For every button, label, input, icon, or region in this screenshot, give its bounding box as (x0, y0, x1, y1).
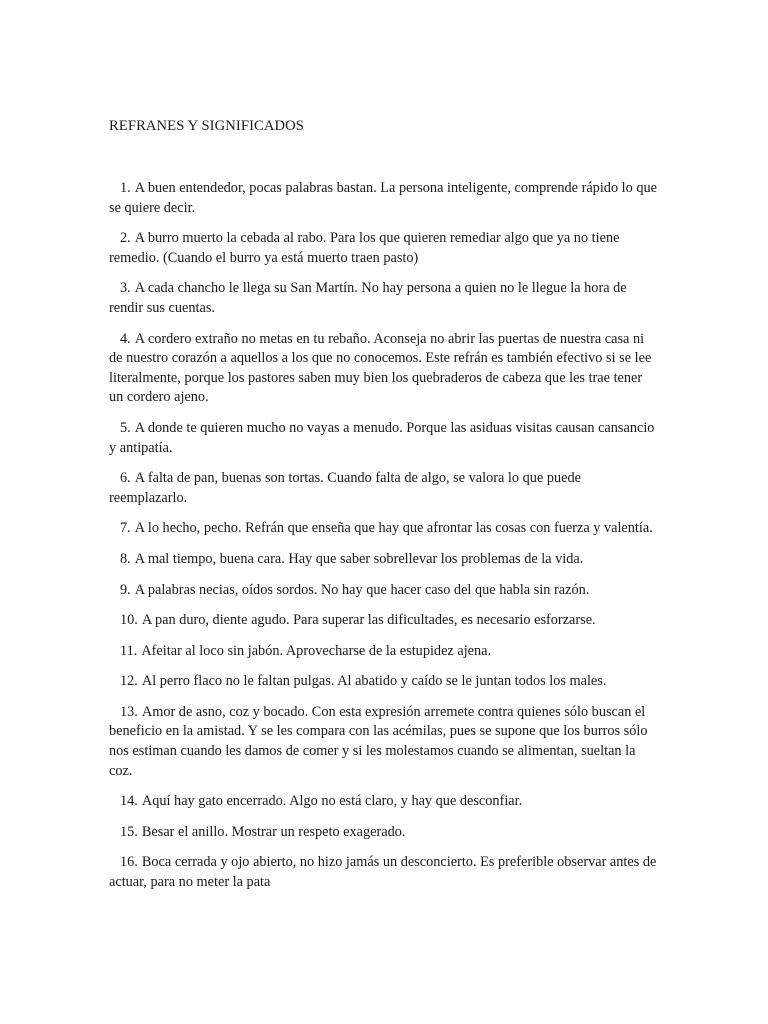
list-item (109, 179, 657, 218)
item-number: 16. (120, 854, 138, 871)
item-number: 5. (120, 419, 131, 436)
item-text: A cada chancho le llega su San Martín. No hay persona a quien no le llegue la hora de rendir sus cuentas. (109, 280, 627, 316)
item-text: Al perro flaco no le faltan pulgas. Al abatido y caído se le juntan todos los males. (141, 673, 607, 690)
item-text: Amor de asno, coz y bocado. Con esta expresión arremete contra quienes sólo buscan el beneficio en la amistad. Y se les compara con las acémilas, pues se supone que los burros sólo nos estiman cuando les damos de comer y si les molestamos cuando se alimentan, sueltan la coz. (109, 703, 648, 779)
item-number: 7. (120, 520, 131, 537)
item-text: Aquí hay gato encerrado. Algo no está claro, y hay que desconfiar. (141, 793, 523, 810)
item-number: 13. (120, 703, 138, 720)
item-number: 9. (120, 581, 131, 598)
list-item (109, 330, 657, 408)
list-item (109, 853, 657, 892)
document-title: REFRANES Y SIGNIFICADOS (109, 118, 305, 134)
list-item (109, 419, 657, 458)
list-item (109, 703, 657, 781)
item-text: A buen entendedor, pocas palabras bastan. La persona inteligente, comprende rápido lo que se quiere decir. (109, 180, 658, 216)
item-text: A cordero extraño no metas en tu rebaño. Aconseja no abrir las puertas de nuestra casa ni de nuestro corazón a aquellos a los que no conocemos. Este refrán es también efectivo si se lee literalmente, porque los pastores saben muy bien los quebraderos de cabeza que les trae tener un cordero ajeno. (109, 330, 652, 406)
item-number: 8. (120, 550, 131, 567)
item-number: 12. (120, 673, 138, 690)
refranes-list (109, 179, 657, 904)
item-number: 6. (120, 470, 131, 487)
item-number: 2. (120, 230, 131, 247)
item-number: 10. (120, 612, 138, 629)
item-text: A falta de pan, buenas son tortas. Cuando falta de algo, se valora lo que puede reemplazarlo. (109, 470, 581, 506)
list-item (109, 792, 657, 812)
item-number: 1. (120, 180, 131, 196)
item-text: Besar el anillo. Mostrar un respeto exagerado. (141, 823, 406, 840)
list-item (109, 823, 657, 843)
item-text: A mal tiempo, buena cara. Hay que saber sobrellevar los problemas de la vida. (134, 550, 584, 567)
list-item (109, 279, 657, 318)
item-text: Afeitar al loco sin jabón. Aprovecharse de la estupidez ajena. (141, 642, 492, 659)
item-text: A palabras necias, oídos sordos. No hay que hacer caso del que habla sin razón. (134, 581, 590, 598)
list-item (109, 550, 657, 570)
list-item (109, 611, 657, 631)
item-text: Boca cerrada y ojo abierto, no hizo jamás un desconcierto. Es preferible observar antes de actuar, para no meter la pata (109, 854, 657, 891)
list-item (109, 642, 657, 662)
item-number: 11. (120, 642, 138, 659)
list-item (109, 469, 657, 508)
list-item (109, 672, 657, 692)
item-number: 14. (120, 793, 138, 810)
item-text: A lo hecho, pecho. Refrán que enseña que hay que afrontar las cosas con fuerza y valentía. (134, 520, 653, 537)
item-number: 3. (120, 280, 131, 297)
item-text: A burro muerto la cebada al rabo. Para los que quieren remediar algo que ya no tiene remedio. (Cuando el burro ya está muerto traen pasto) (109, 230, 620, 266)
list-item (109, 581, 657, 601)
item-text: A donde te quieren mucho no vayas a menudo. Porque las asiduas visitas causan cansancio y antipatía. (109, 419, 655, 456)
list-item (109, 229, 657, 268)
list-item (109, 519, 657, 539)
item-text: A pan duro, diente agudo. Para superar las dificultades, es necesario esforzarse. (141, 612, 596, 629)
item-number: 15. (120, 823, 138, 840)
item-number: 4. (120, 330, 131, 347)
